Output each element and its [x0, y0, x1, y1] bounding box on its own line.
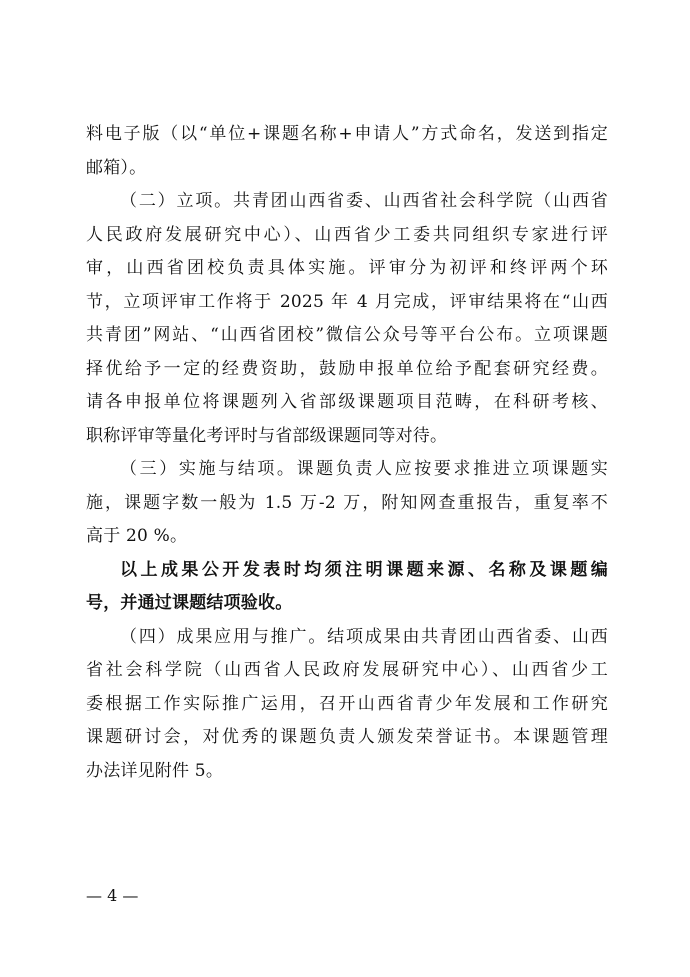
paragraph-project-approval — [86, 185, 608, 453]
text-line: 择优给予一定的经费资助，鼓励申报单位给予配套研究经费。 — [86, 358, 608, 379]
text-line: （三）实施与结项。课题负责人应按要求推进立项课题实 — [120, 459, 608, 479]
text-line: 职称评审等量化考评时与省部级课题同等对待。 — [86, 425, 448, 446]
text-line: 共青团”网站、“山西省团校”微信公众号等平台公布。立项课题 — [86, 325, 608, 345]
page-number: — 4 — — [86, 886, 139, 905]
text-line: 课题研讨会，对优秀的课题负责人颁发荣誉证书。本课题管理 — [86, 727, 608, 747]
paragraph-application-promotion — [86, 621, 608, 789]
text-line: 人民政府发展研究中心）、山西省少工委共同组织专家进行评 — [86, 224, 608, 245]
paragraph-implementation — [86, 453, 608, 554]
text-line: 邮箱）。 — [86, 157, 147, 178]
text-line: 料电子版（以“单位+课题名称+申请人”方式命名，发送到指定 — [86, 124, 608, 144]
text-line: 省社会科学院（山西省人民政府发展研究中心）、山西省少工 — [86, 660, 608, 680]
text-line: 节，立项评审工作将于 2025 年 4 月完成，评审结果将在“山西 — [86, 291, 608, 312]
text-line: 委根据工作实际推广运用，召开山西省青少年发展和工作研究 — [86, 693, 608, 714]
text-line: 办法详见附件 5。 — [86, 760, 224, 781]
paragraph-submission-continued — [86, 118, 608, 185]
text-line: 施，课题字数一般为 1.5 万-2 万，附知网查重报告，重复率不 — [86, 492, 608, 513]
text-line: 请各申报单位将课题列入省部级课题项目范畴，在科研考核、 — [86, 392, 608, 412]
text-line: （四）成果应用与推广。结项成果由共青团山西省委、山西 — [120, 626, 608, 647]
text-line: （二）立项。共青团山西省委、山西省社会科学院（山西省 — [120, 191, 608, 211]
paragraph-publication-note — [86, 554, 608, 621]
document-body — [86, 118, 608, 788]
text-line: 号，并通过课题结项验收。 — [86, 593, 293, 613]
text-line: 审，山西省团校负责具体实施。评审分为初评和终评两个环 — [86, 258, 608, 278]
text-line: 高于 20 %。 — [86, 526, 188, 546]
text-line: 以上成果公开发表时均须注明课题来源、名称及课题编 — [120, 559, 608, 580]
